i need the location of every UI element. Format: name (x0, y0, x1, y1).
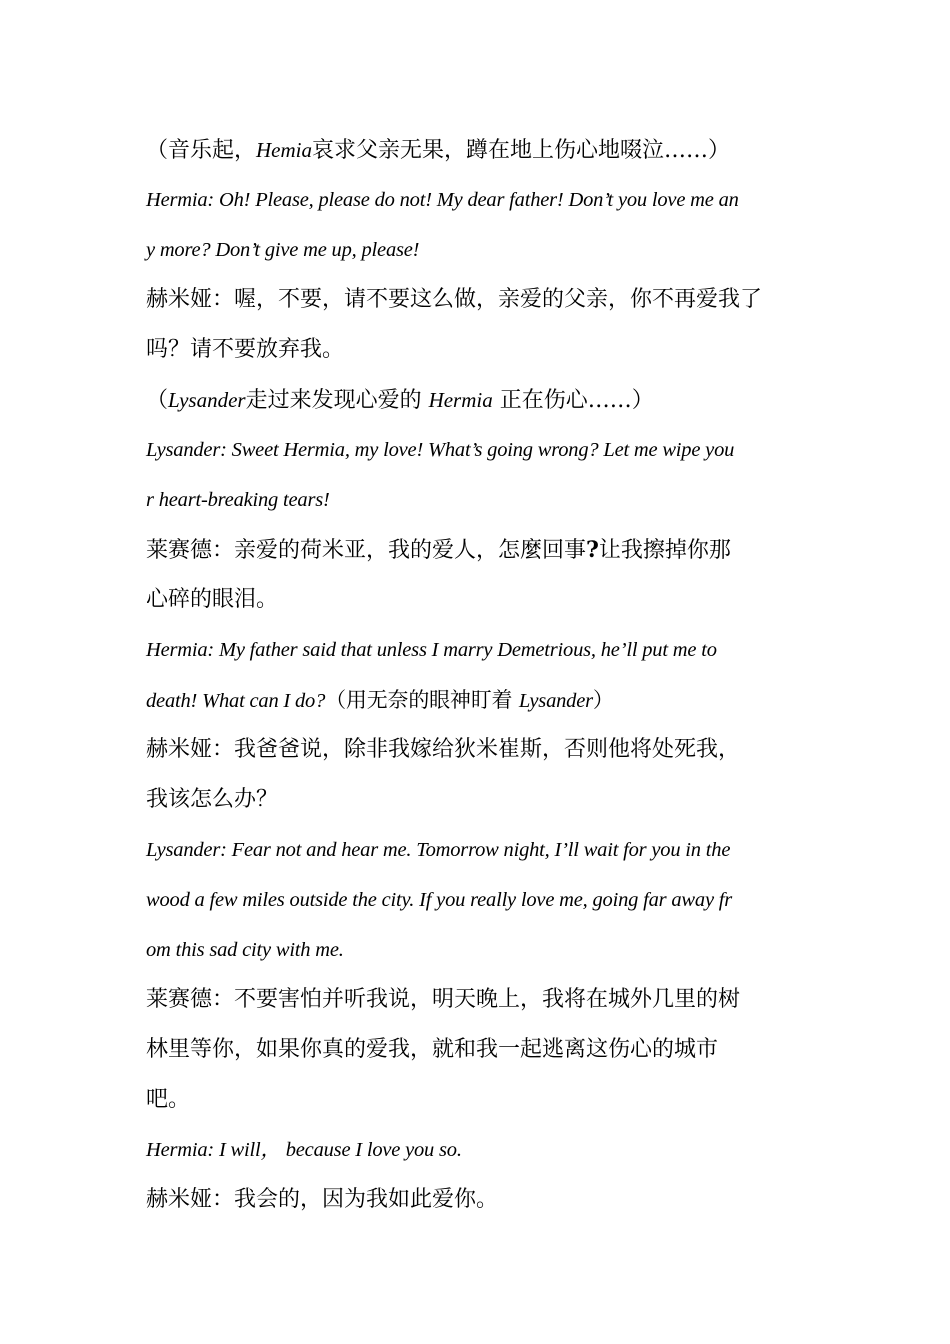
stage-direction-text: 走过来发现心爱的 (245, 388, 429, 413)
chinese-dialogue-line: 赫米娅：喔，不要，请不要这么做，亲爱的父亲，你不再爱我了 (146, 287, 763, 312)
stage-direction-text: （ (146, 388, 169, 413)
chinese-dialogue-line: 吧。 (146, 1087, 191, 1112)
chinese-dialogue-line: 吗？请不要放弃我。 (146, 337, 345, 362)
chinese-dialogue-line (146, 525, 811, 575)
english-dialogue-line: om this sad city with me. (146, 939, 344, 961)
english-dialogue-line: y more? Don’t give me up, please! (146, 239, 420, 261)
chinese-dialogue-line: 赫米娅：我爸爸说，除非我嫁给狄米崔斯，否则他将处死我， (146, 737, 741, 762)
stage-direction-text: （用无奈的眼神盯着 (325, 688, 519, 712)
chinese-dialogue-line: 赫米娅：我会的，因为我如此爱你。 (146, 1187, 499, 1212)
stage-direction-text: （音乐起， (146, 138, 257, 163)
stage-direction-text: ） (592, 688, 614, 712)
english-dialogue-line: Lysander: Sweet Hermia, my love! What’s going wrong? Let me wipe you (146, 439, 735, 461)
chinese-dialogue-line: 林里等你，如果你真的爱我，就和我一起逃离这伤心的城市 (146, 1037, 719, 1062)
english-dialogue-line: Hermia: I will， because I love you so. (146, 1139, 462, 1161)
script-page (146, 125, 811, 1225)
stage-direction-text: 正在伤心……） (492, 388, 654, 413)
english-dialogue-line: Hermia: My father said that unless I marry Demetrious, he’ll put me to (146, 639, 717, 661)
english-dialogue-line (146, 675, 811, 725)
english-dialogue-line: Lysander: Fear not and hear me. Tomorrow night, I’ll wait for you in the (146, 839, 731, 861)
character-name: Hermia (428, 388, 493, 412)
chinese-dialogue-line: 莱赛德：不要害怕并听我说，明天晚上，我将在城外几里的树 (146, 987, 741, 1012)
dialogue-text: 让我擦掉你那 (598, 538, 731, 563)
stage-direction-2 (146, 375, 811, 425)
stage-direction-1 (146, 125, 811, 175)
chinese-dialogue-line: 我该怎么办？ (146, 787, 279, 812)
chinese-dialogue-line: 心碎的眼泪。 (146, 587, 279, 612)
dialogue-text: death! What can I do? (146, 690, 326, 712)
english-dialogue-line: Hermia: Oh! Please, please do not! My dear father! Don’t you love me an (146, 189, 739, 211)
character-name: Lysander (168, 388, 246, 412)
character-name: Lysander (518, 690, 593, 712)
stage-direction-text: 哀求父亲无果，蹲在地上伤心地啜泣……） (312, 138, 731, 163)
english-dialogue-line: r heart-breaking tears! (146, 489, 330, 511)
english-dialogue-line: wood a few miles outside the city. If you really love me, going far away fr (146, 889, 733, 911)
dialogue-text: 莱赛德：亲爱的荷米亚，我的爱人，怎麼回事 (146, 538, 587, 563)
character-name: Hemia (256, 138, 313, 162)
dialogue-question-mark: ? (586, 537, 599, 563)
